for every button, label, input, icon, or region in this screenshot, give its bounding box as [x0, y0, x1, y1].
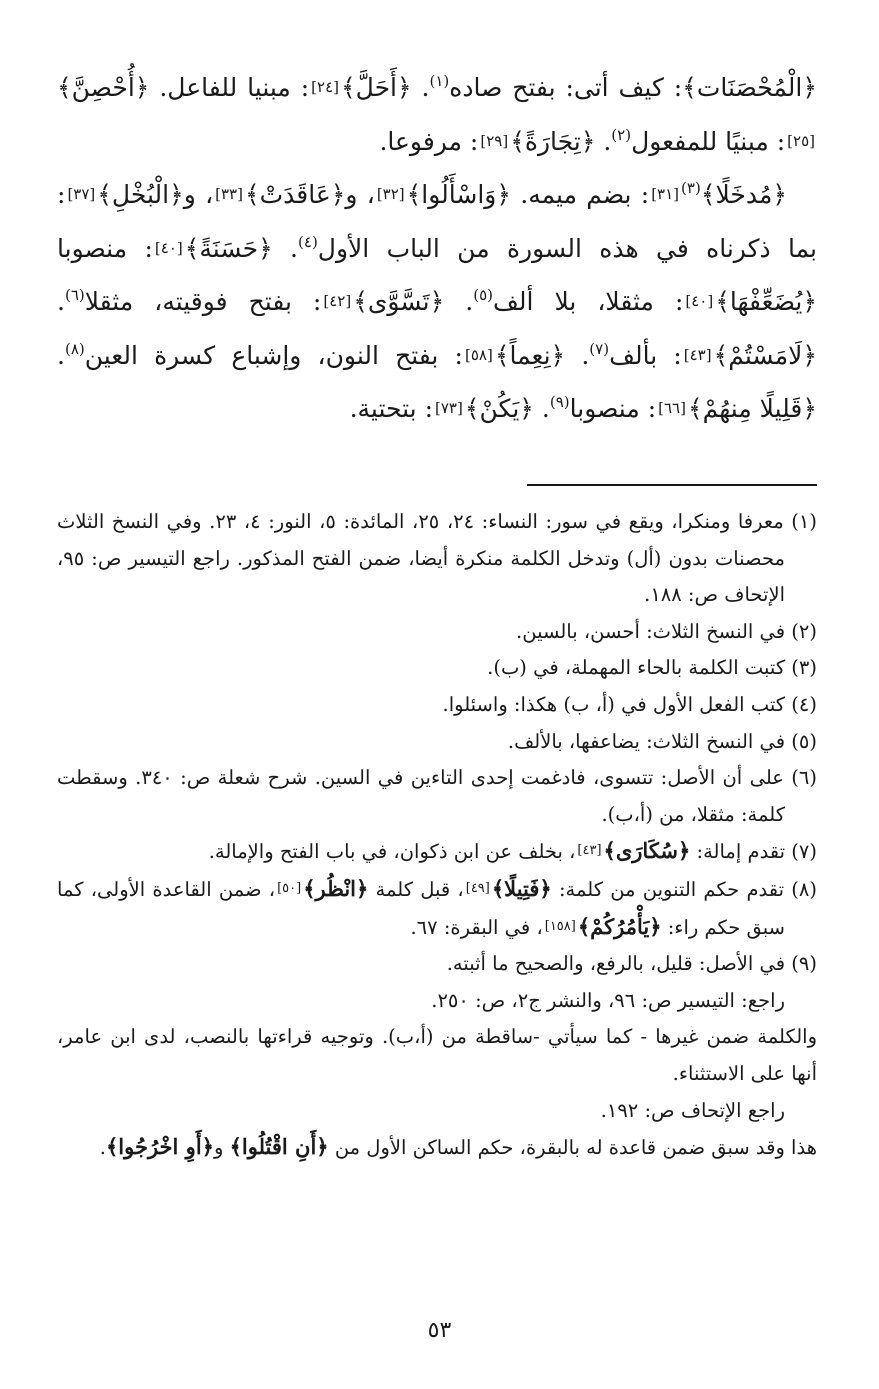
footnote-marker: (٥) [473, 286, 494, 304]
text-segment: ، و﴿عَاقَدَتْ﴾ [244, 180, 375, 209]
text-segment: ، ضمن القاعدة الأولى، كما سبق حكم راء: [57, 877, 785, 939]
quran-word: ﴿أَوِ اخْرُجُوا﴾ [106, 1134, 214, 1160]
text-segment: . ﴿أَحَلَّ﴾ [341, 73, 430, 102]
quran-word: ﴿فَتِيلًا﴾ [491, 875, 552, 901]
text-segment: (٧) تقدم إمالة: [690, 840, 817, 864]
verse-reference: [٤٠] [685, 292, 714, 310]
verse-reference: [٣١] [651, 185, 680, 203]
footnote-separator [527, 484, 817, 486]
quran-word: ﴿أَنِ اقْتُلُوا﴾ [229, 1134, 329, 1160]
footnote-9-line: راجع الإتحاف ص: ١٩٢. [600, 1098, 785, 1122]
footnote-marker: (٩) [549, 393, 570, 411]
verse-reference: [٤٩] [465, 880, 490, 896]
footnote-4: (٤) كتب الفعل الأول في (أ، ب) هكذا: واسئلوا. [442, 692, 817, 716]
text-segment: : مرفوعا. [379, 126, 479, 156]
verse-reference: [٣٧] [67, 185, 96, 203]
text-segment: : مبنيا للفاعل. ﴿أُحْصِنَّ﴾ [57, 73, 310, 102]
text-segment: : بضم ميمه. ﴿وَاسْأَلُوا﴾ [406, 180, 650, 209]
verse-reference: [٢٥] [787, 131, 815, 150]
verse-reference: [٧٣] [435, 399, 463, 417]
footnote-marker: (٧) [589, 339, 610, 358]
verse-reference: [٣٢] [376, 185, 405, 203]
text-segment: ، قبل كلمة [368, 877, 464, 901]
text-segment: . ﴿تِجَارَةً﴾ [510, 126, 612, 156]
text-segment: ﴿مُدخَلًا﴾ [700, 180, 787, 209]
verse-reference: [٥٨] [464, 345, 493, 364]
text-segment: . ﴿لَامَسْتُمْ﴾ [57, 287, 817, 370]
text-segment: . ﴿قَلِيلًا مِنهُمْ﴾ [57, 340, 817, 423]
footnote-3: (٣) كتبت الكلمة بالحاء المهملة، في (ب). [487, 656, 817, 680]
footnote-9-line: راجع: التيسير ص: ٩٦، والنشر ج٢، ص: ٢٥٠. [431, 988, 785, 1012]
footnote-5: (٥) في النسخ الثلاث: يضاعفها، بالألف. [507, 729, 817, 753]
footnote-marker: (٢) [611, 125, 632, 144]
text-segment: : مبنيًا للمفعول [631, 126, 786, 156]
text-segment: : منصوبا ﴿يُضَعِّفْهَا﴾ [57, 233, 818, 316]
text-segment: هذا وقد سبق ضمن قاعدة له بالبقرة، حكم الساكن الأول من [328, 1136, 817, 1160]
text-segment: . [99, 1136, 106, 1160]
footnote-7 [57, 833, 817, 871]
text-segment: ، بخلف عن ابن ذكوان، في باب الفتح والإمالة. [208, 840, 576, 864]
verse-reference: [٤٢] [323, 292, 352, 310]
verse-reference: [٤٣] [683, 345, 712, 364]
footnote-marker: (٨) [64, 339, 85, 358]
quran-word: ﴿يَأْمُرُكُمْ﴾ [577, 913, 662, 939]
footnote-marker: (٤) [298, 232, 318, 251]
text-segment: : بفتح النون، وإشباع كسرة العين [84, 340, 463, 370]
main-paragraph-2 [57, 165, 817, 433]
text-segment: : بتحتية. [349, 394, 434, 423]
text-segment: . ﴿حَسَنَةً﴾ [184, 233, 299, 263]
footnote-1: (١) معرفا ومنكرا، ويقع في سور: النساء: ٢٤، ٢٥، المائدة: ٥، النور: ٤، ٢٣. وفي النسخ الثلاث محصنات بدون (أل) وتدخل الكلمة منكرة أيضا، ضمن الفتح المذكور. راجع التيسير ص: ٩٥، الإتحاف ص: ١٨٨. [57, 510, 817, 607]
verse-reference: [٤٠] [154, 238, 183, 257]
text-segment: : مثقلا، بلا ألف [493, 287, 684, 316]
verse-reference: [٤٣] [577, 843, 602, 859]
text-segment: . ﴿يَكُنْ﴾ [464, 394, 550, 423]
verse-reference: [٦٦] [658, 399, 686, 417]
text-segment: : بألف [609, 340, 682, 370]
text-segment: : بما ذكرناه في هذه السورة من الباب الأول [57, 180, 817, 263]
text-segment: : منصوبا [569, 394, 657, 423]
text-segment: . ﴿نِعِماً﴾ [494, 340, 590, 370]
main-text [57, 58, 817, 433]
verse-reference: [٣٣] [215, 185, 243, 203]
footnote-8 [57, 871, 817, 946]
text-segment: . ﴿تَسَّوَّى﴾ [353, 287, 474, 316]
page-number: ٥٣ [427, 1318, 452, 1343]
footnote-marker: (٦) [64, 286, 85, 304]
text-segment: ، و﴿الْبُخْلِ﴾ [97, 180, 214, 209]
footnote-9-line: والكلمة ضمن غيرها - كما سيأتي -ساقطة من (أ،ب). وتوجيه قراءتها بالنصب، لدى ابن عامر، أنها على الاستثناء. [57, 1025, 817, 1085]
footnote-marker: (٣) [681, 179, 701, 197]
footnotes [57, 504, 817, 1167]
text-segment: (٨) تقدم حكم التنوين من كلمة: [551, 877, 817, 901]
text-segment: و [213, 1136, 230, 1160]
text-segment: ﴿الْمُحْصَنَات﴾: كيف أتى: بفتح صاده [449, 73, 817, 102]
text-segment: : بفتح فوقيته، مثقلا [84, 287, 322, 316]
quran-word: ﴿انْظُر﴾ [303, 875, 369, 901]
footnote-2: (٢) في النسخ الثلاث: أحسن، بالسين. [516, 619, 817, 643]
verse-reference: [١٥٨] [544, 918, 576, 934]
quran-word: ﴿سُكَارَى﴾ [603, 838, 691, 864]
footnote-9: (٩) في الأصل: قليل، بالرفع، والصحيح ما أثبته. [446, 952, 817, 976]
footnote-marker: (١) [429, 72, 450, 90]
main-paragraph-1 [57, 58, 817, 165]
footnote-9-line [57, 1129, 817, 1167]
verse-reference: [٢٤] [311, 78, 339, 96]
footnote-6: (٦) على أن الأصل: تتسوى، فادغمت إحدى التاءين في السين. شرح شعلة ص: ٣٤٠. وسقطت كلمة: مثقلا، من (أ،ب). [57, 766, 817, 826]
verse-reference: [٥٠] [277, 880, 302, 896]
text-segment: ، في البقرة: ٦٧. [410, 915, 543, 939]
verse-reference: [٢٩] [480, 131, 509, 150]
